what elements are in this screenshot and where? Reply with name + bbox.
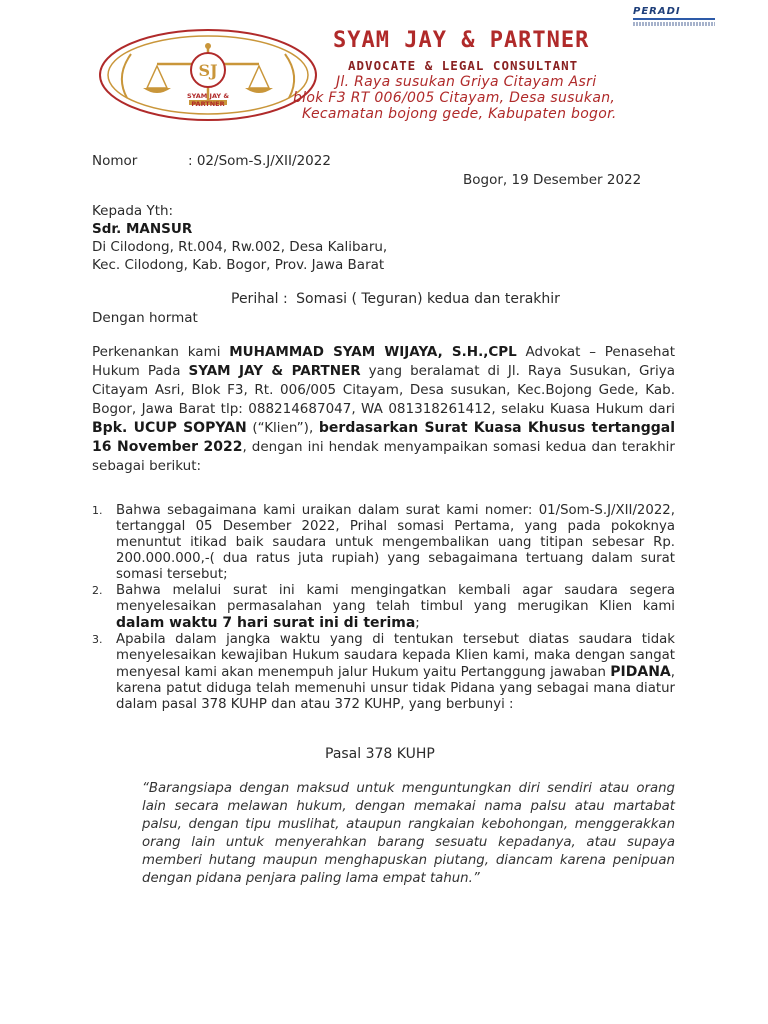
point-tail: ;	[415, 616, 420, 631]
firm-logo	[97, 26, 319, 124]
firm-name: SYAM JAY & PARTNER	[333, 28, 590, 53]
intro-text-3: yang beralamat di Jl. Raya Susukan, Griya Citayam Asri, Blok F3, Rt. 006/005 Citayam, Desa susukan, Kec.Bojong Gede, Kab. Bogor, Jawa Barat tlp: 088214687047, WA 081318261412, selaku Kuasa Hukum dari	[92, 363, 675, 417]
point-text: Bahwa sebagaimana kami uraikan dalam surat kami nomer: 01/Som-S.J/XII/2022, tertanggal 05 Desember 2022, Prihal somasi Pertama, yang pada pokoknya menuntut itikad baik saudara untuk mengembalikan uang titipan sebesar Rp. 200.000.000,-( dua ratus juta rupiah) yang sebagaimana tertuang dalam surat somasi tersebut;	[116, 503, 675, 582]
intro-text-4: (“Klien”),	[246, 420, 319, 436]
address-line-2: blok F3 RT 006/005 Citayam, Desa susukan,	[293, 90, 616, 106]
intro-paragraph	[92, 343, 675, 476]
point-text: Bahwa melalui surat ini kami mengingatkan kembali agar saudara segera menyelesaikan permasalahan yang telah timbul yang merugikan Klien kami	[116, 583, 675, 614]
pasal-title: Pasal 378 KUHP	[325, 746, 435, 762]
client-name: Bpk. UCUP SOPYAN	[92, 420, 247, 436]
address-line-1: Jl. Raya susukan Griya Citayam Asri	[336, 74, 597, 90]
subject-text: Somasi ( Teguran) kedua dan terakhir	[296, 291, 560, 307]
peradi-logo-text: PERADI	[633, 6, 681, 17]
point-tail: , karena patut diduga telah memenuhi unsur tidak Pidana yang sebagai mana diatur dalam pasal 378 KUHP dan atau 372 KUHP, yang berbunyi :	[116, 665, 675, 712]
point-number: 3.	[92, 633, 103, 646]
recipient-name: Sdr. MANSUR	[92, 221, 193, 237]
point-text: Apabila dalam jangka waktu yang di tentukan tersebut diatas saudara tidak menyelesaikan kewajiban Hukum saudara kepada Klien kami, maka dengan sangat menyesal kami akan menempuh jalur Hukum yaitu Pertanggung jawaban	[116, 632, 675, 680]
points-list	[92, 503, 675, 713]
pasal-quote-text: “Barangsiapa dengan maksud untuk menguntungkan diri sendiri atau orang lain secara melawan hukum, dengan memakai nama palsu atau martabat palsu, dengan tipu muslihat, ataupun rangkaian kebohongan, menggerakkan orang lain untuk menyerahkan barang sesuatu kepadanya, atau supaya memberi hutang maupun menghapuskan piutang, diancam karena penipuan dengan pidana penjara paling lama empat tahun.”	[142, 781, 675, 886]
logo-text-line1: SYAM JAY &	[187, 92, 229, 100]
recipient-address-1: Di Cilodong, Rt.004, Rw.002, Desa Kalibaru,	[92, 239, 388, 255]
pasal-quote	[142, 780, 675, 888]
point-emphasis: PIDANA	[610, 664, 671, 680]
logo-monogram: SJ	[198, 61, 218, 80]
intro-firm-name: SYAM JAY & PARTNER	[188, 363, 361, 379]
point-number: 2.	[92, 584, 103, 597]
logo-text-line2: PARTNER	[191, 100, 225, 108]
firm-subtitle: ADVOCATE & LEGAL CONSULTANT	[348, 58, 579, 73]
intro-text-5: , dengan ini hendak menyampaikan somasi kedua dan terakhir sebagai berikut:	[92, 439, 675, 474]
recipient-address-2: Kec. Cilodong, Kab. Bogor, Prov. Jawa Barat	[92, 257, 385, 273]
intro-text-1: Perkenankan kami	[92, 344, 230, 360]
lawyer-name: MUHAMMAD SYAM WIJAYA, S.H.,CPL	[229, 344, 517, 360]
nomor-label: Nomor	[92, 153, 138, 169]
list-item	[92, 632, 675, 713]
place-date: Bogor, 19 Desember 2022	[463, 172, 642, 188]
point-number: 1.	[92, 504, 103, 517]
recipient-salutation: Kepada Yth:	[92, 203, 174, 219]
power-of-attorney: berdasarkan Surat Kuasa Khusus tertanggal 16 November 2022	[92, 420, 675, 455]
nomor-value: : 02/Som-S.J/XII/2022	[188, 153, 331, 169]
peradi-logo	[633, 6, 715, 26]
list-item	[92, 503, 675, 583]
subject-label: Perihal :	[231, 291, 288, 307]
address-line-3: Kecamatan bojong gede, Kabupaten bogor.	[302, 106, 617, 122]
intro-text-2: Advokat – Penasehat Hukum Pada	[92, 344, 676, 379]
list-item	[92, 583, 675, 632]
greeting: Dengan hormat	[92, 310, 198, 326]
point-emphasis: dalam waktu 7 hari surat ini di terima	[116, 615, 416, 631]
subject-line	[231, 290, 560, 308]
